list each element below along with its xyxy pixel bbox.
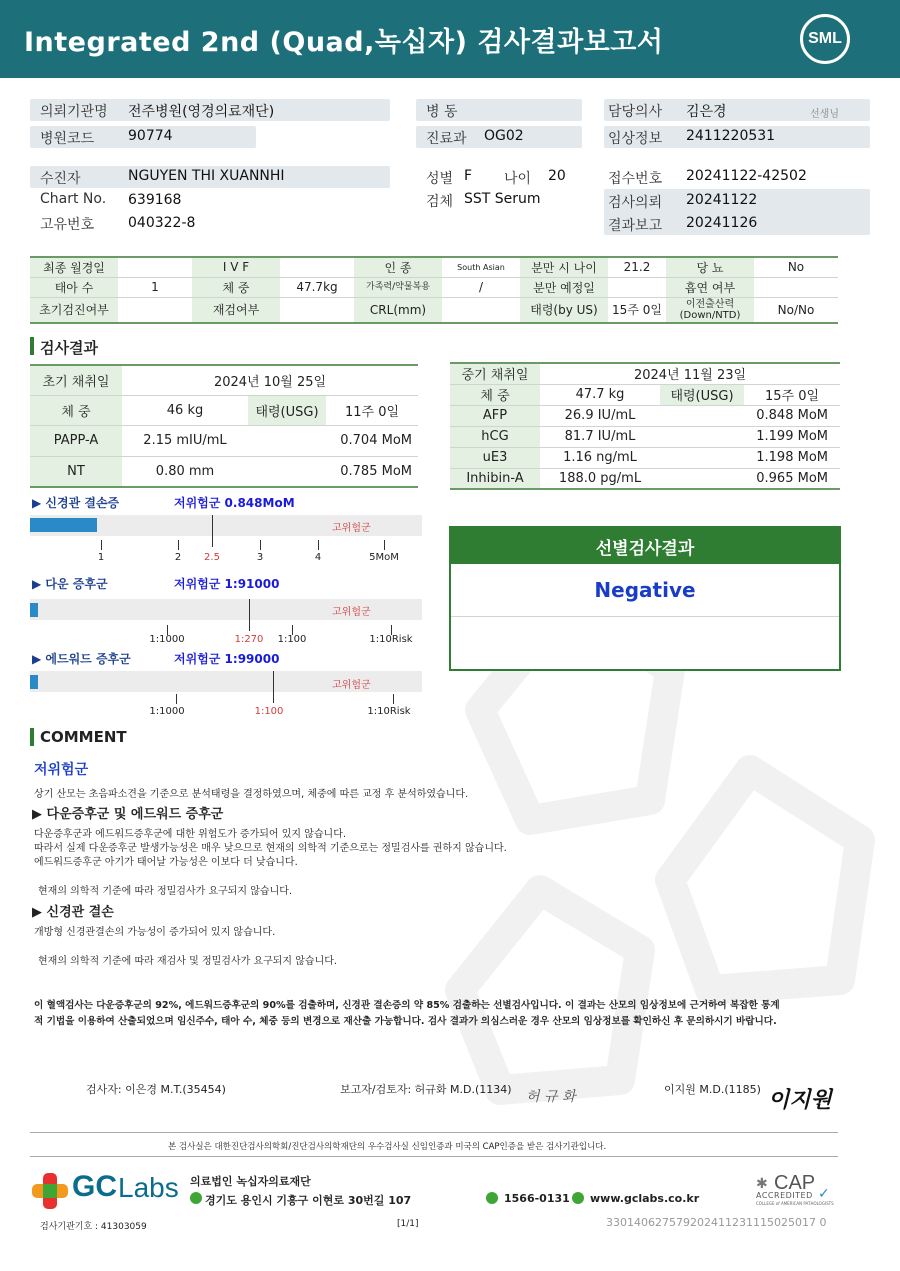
table-cell: 태아 수 [30,277,118,297]
marker-name: uE3 [450,447,540,468]
table-cell: 재검여부 [192,297,280,323]
marker-name: AFP [450,405,540,426]
axis-tick-label: 4 [314,552,322,563]
doctor-suffix: 선생님 [810,109,839,120]
home-icon [572,1192,584,1204]
marker-mom: 0.704 MoM [248,425,418,456]
first-date-label: 초기 채취일 [30,365,122,395]
gc-logo-text: GC [72,1170,117,1203]
table-cell [118,297,192,323]
age-label: 나이 [504,171,532,187]
screening-result-value: Negative [594,578,696,602]
table-row [30,297,838,323]
axis-tick [318,540,319,550]
ntd-risk-result: 저위험군 0.848MoM [174,496,295,510]
table-row [450,468,840,489]
first-ga-label: 태령(USG) [248,395,326,425]
down-high-risk-label: 고위험군 [332,607,371,618]
labs-logo-text: Labs [118,1172,179,1203]
table-row [450,405,840,426]
reviewer-handwritten-sign: 허 규 화 [526,1089,576,1105]
comment-title: COMMENT [40,728,127,746]
comment-line: 개방형 신경관결손의 가능성이 증가되어 있지 않습니다. [34,927,276,938]
chart-no-label: Chart No. [40,191,107,207]
table-row [30,456,418,487]
address-text: 경기도 용인시 기흥구 이현로 30번길 107 [205,1194,412,1207]
screening-result-title: 선별검사결과 [595,539,695,559]
sml-logo-text: SML [808,30,842,47]
second-date-label: 중기 채취일 [450,363,540,384]
marker-value: 0.80 mm [122,456,248,487]
cap-check-icon: ✓ [818,1186,830,1202]
marker-name: Inhibin-A [450,468,540,489]
second-date-value: 2024년 11월 23일 [540,363,840,384]
second-ga-label: 태령(USG) [660,384,744,405]
receipt-value: 20241122-42502 [686,168,807,184]
clinical-value: 2411220531 [686,128,776,144]
down-risk-title: ▶ 다운 증후군 [32,577,108,591]
table-cell: I V F [192,257,280,277]
ntd-high-risk-label: 고위험군 [332,523,371,534]
comment-line: 따라서 실제 다운증후군 발생가능성은 매우 낮으므로 현재의 의학적 기준으로는 정밀검사를 권하지 않습니다. [34,843,507,854]
table-row [30,365,418,395]
axis-tick-label: 1:1000 [149,706,185,717]
ntd-cutoff-line [212,515,213,547]
phone-text: 1566-0131 [504,1192,570,1205]
axis-tick [393,694,394,704]
tester-signature: 검사자: 이은경 M.T.(35454) [86,1083,226,1096]
reviewer-signature: 보고자/검토자: 허규화 M.D.(1134) [340,1083,512,1096]
table-cell: 최종 월경일 [30,257,118,277]
axis-tick-label-cutoff: 1:100 [254,706,284,717]
table-cell: 체 중 [192,277,280,297]
uid-label: 고유번호 [40,217,95,233]
marker-value: 2.15 mIU/mL [122,425,248,456]
clinical-info-table [30,256,838,324]
table-cell: 21.2 [608,257,666,277]
second-weight-label: 체 중 [450,384,540,405]
comment-heading-ntd: ▶ 신경관 결손 [32,905,114,920]
axis-tick [260,540,261,550]
down-risk-result: 저위험군 1:91000 [174,577,280,591]
table-cell [608,277,666,297]
marker-mom: 0.848 MoM [660,405,840,426]
age-value: 20 [548,168,566,184]
table-cell: / [442,277,520,297]
specimen-value: SST Serum [464,191,541,207]
table-row [30,257,838,277]
table-cell: 이전출산력 (Down/NTD) [666,297,754,323]
table-cell: 흡연 여부 [666,277,754,297]
comment-line: 현재의 의학적 기준에 따라 정밀검사가 요구되지 않습니다. [38,886,293,897]
cap-logo-text: CAP [774,1172,816,1194]
comment-line: 현재의 의학적 기준에 따라 재검사 및 정밀검사가 요구되지 않습니다. [38,956,338,967]
marker-value: 1.16 ng/mL [540,447,660,468]
dept-label: 진료과 [426,131,467,147]
location-icon [190,1192,202,1204]
comment-heading-down: ▶ 다운증후군 및 에드워드 증후군 [32,807,224,822]
director-signature: 이지원 M.D.(1185) [664,1083,761,1096]
patient-name-value: NGUYEN THI XUANNHI [128,168,285,184]
doctor-value: 김은경 [686,104,727,120]
table-cell: 당 뇨 [666,257,754,277]
certification-text: 본 검사실은 대한진단검사의학회/진단검사의학재단의 우수검사실 신임인증과 미국의 CAP인증을 받은 검사기관입니다. [168,1142,607,1152]
page-number: [1/1] [397,1219,419,1229]
institution-label: 의뢰기관명 [40,104,108,120]
phone-icon [486,1192,498,1204]
marker-name: hCG [450,426,540,447]
marker-mom: 1.198 MoM [660,447,840,468]
screening-divider [451,616,839,617]
edwards-risk-title: ▶ 에드워드 증후군 [32,652,131,666]
table-cell: 가족력/약물복용 [354,277,442,297]
comment-line: 상기 산모는 초음파소견을 기준으로 분석태령을 결정하였으며, 체중에 따른 교정 후 분석하였습니다. [34,789,469,800]
first-weight-label: 체 중 [30,395,122,425]
footer-divider [30,1132,838,1133]
table-cell: South Asian [442,257,520,277]
first-trimester-table [30,364,418,488]
hospital-code-value: 90774 [128,128,173,144]
cap-accredited: ACCREDITED [756,1191,813,1200]
table-cell: CRL(mm) [354,297,442,323]
results-title-bar [30,337,34,355]
director-handwritten-sign: 이지원 [768,1088,832,1113]
gc-cross-logo [30,1171,70,1211]
table-cell: 분만 시 나이 [520,257,608,277]
table-row [450,426,840,447]
table-row [450,363,840,384]
axis-tick-label-cutoff: 1:270 [234,634,264,645]
table-cell [280,257,354,277]
table-cell [442,297,520,323]
specimen-label: 검체 [426,194,454,210]
first-weight-value: 46 kg [122,395,248,425]
foundation-name: 의료법인 녹십자의료재단 [190,1175,311,1188]
axis-tick-label: 1 [97,552,105,563]
dept-value: OG02 [484,128,524,144]
footer-divider [30,1156,838,1157]
comment-note: 이 혈액검사는 다운증후군의 92%, 에드워드증후군의 90%를 검출하며, 신경관 결손증의 약 85% 검출하는 선별검사입니다. 이 결과는 산모의 임상정보에 근거하여 복잡한 통계 [34,1000,780,1011]
comment-title-bar [30,728,34,746]
second-ga-value: 15주 0일 [744,384,840,405]
report-date-value: 20241126 [686,215,758,231]
axis-tick-label: 1:1000 [149,634,185,645]
axis-tick-label: 1:100 [277,634,307,645]
marker-value: 188.0 pg/mL [540,468,660,489]
results-title: 검사결과 [40,339,98,357]
cap-star-icon: ✱ [756,1176,768,1192]
axis-tick [178,540,179,550]
ntd-risk-title: ▶ 신경관 결손증 [32,496,120,510]
table-cell: 47.7kg [280,277,354,297]
uid-value: 040322-8 [128,215,196,231]
request-label: 검사의뢰 [608,195,663,211]
doctor-label: 담당의사 [608,104,663,120]
table-cell [754,277,838,297]
table-cell: 15주 0일 [608,297,666,323]
comment-low-risk: 저위험군 [34,762,89,778]
sex-value: F [464,168,473,184]
marker-name: NT [30,456,122,487]
barcode-number: 330140627579202411231115025017 0 [606,1216,827,1229]
marker-mom: 0.785 MoM [248,456,418,487]
table-cell: 분만 예정일 [520,277,608,297]
axis-tick-label: 1:10Risk [369,634,413,645]
down-cutoff-line [249,599,250,631]
comment-line: 에드워드증후군 아기가 태어날 가능성은 이보다 더 낮습니다. [34,857,298,868]
marker-value: 81.7 IU/mL [540,426,660,447]
table-row [30,277,838,297]
patient-name-label: 수진자 [40,171,81,187]
second-trimester-table [450,362,840,490]
edwards-high-risk-label: 고위험군 [332,680,371,691]
table-cell: 인 종 [354,257,442,277]
axis-tick-label: 2 [174,552,182,563]
table-cell: 초기검진여부 [30,297,118,323]
request-value: 20241122 [686,192,758,208]
report-date-label: 결과보고 [608,218,663,234]
institution-value: 전주병원(영경의료재단) [128,104,275,120]
sex-label: 성별 [426,171,454,187]
axis-tick [176,694,177,704]
table-cell [118,257,192,277]
cap-college: COLLEGE of AMERICAN PATHOLOGISTS [756,1201,834,1206]
edwards-risk-result: 저위험군 1:99000 [174,652,280,666]
marker-name: PAPP-A [30,425,122,456]
institution-number: 검사기관기호 : 41303059 [40,1222,147,1232]
axis-tick [101,540,102,550]
table-cell [280,297,354,323]
table-cell: No [754,257,838,277]
table-cell: 1 [118,277,192,297]
hospital-code-label: 병원코드 [40,131,95,147]
down-risk-fill [30,603,38,617]
table-row [450,447,840,468]
axis-tick-label: 1:10Risk [367,706,411,717]
edwards-cutoff-line [273,671,274,703]
report-title: Integrated 2nd (Quad,녹십자) 검사결과보고서 [24,27,664,58]
second-weight-value: 47.7 kg [540,384,660,405]
table-row [30,425,418,456]
comment-line: 다운증후군과 에드워드증후군에 대한 위험도가 증가되어 있지 않습니다. [34,829,347,840]
axis-tick-label: 5MoM [369,552,399,563]
marker-value: 26.9 IU/mL [540,405,660,426]
clinical-label: 임상정보 [608,131,663,147]
marker-mom: 1.199 MoM [660,426,840,447]
first-ga-value: 11주 0일 [326,395,418,425]
ward-label: 병 동 [426,104,458,120]
receipt-label: 접수번호 [608,171,663,187]
table-cell: No/No [754,297,838,323]
axis-tick [384,540,385,550]
first-date-value: 2024년 10월 25일 [122,365,418,395]
comment-note: 적 기법을 이용하여 산출되었으며 임신주수, 태아 수, 체중 등의 변경으로 재산출 가능합니다. 검사 결과가 의심스러운 경우 산모의 임상정보를 확인하신 후 문의하시기 바랍니다. [34,1016,777,1027]
marker-mom: 0.965 MoM [660,468,840,489]
website-text: www.gclabs.co.kr [590,1192,700,1205]
table-row [30,395,418,425]
table-row [450,384,840,405]
edwards-risk-fill [30,675,38,689]
table-cell: 태령(by US) [520,297,608,323]
chart-no-value: 639168 [128,192,182,208]
ntd-risk-fill [30,518,97,532]
axis-tick-label: 3 [256,552,264,563]
axis-tick-label-cutoff: 2.5 [204,552,220,563]
